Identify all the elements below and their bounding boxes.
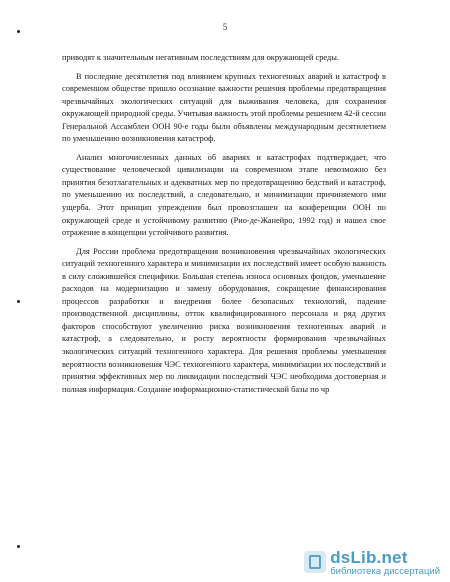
scan-mark — [17, 300, 20, 303]
paragraph: Анализ многочисленных данных об авариях и катастрофах подтверждает, что существование человеческой цивилизации на современном этапе невозможно без принятия безотлагательных и адекватных мер по предотвращению бедствий и катастроф, по уменьшению их последствий, а следовательно, и минимизации причиняемого ими ущерба. Этот принцип упреждения был провозглашен на конференции ООН по окружающей среде и устойчивому развитию (Рио-де-Жанейро, 1992 год) и нашел свое отражение в концепции устойчивого развития. — [62, 152, 386, 238]
scan-mark — [17, 545, 20, 548]
scan-mark — [17, 30, 20, 33]
watermark — [304, 549, 440, 577]
watermark-title: dsLib.net — [330, 547, 408, 567]
watermark-subtitle: библиотека диссертаций — [330, 565, 440, 577]
body-text — [62, 52, 386, 402]
watermark-text — [330, 549, 440, 577]
page-number: 5 — [222, 22, 228, 32]
paragraph: Для России проблема предотвращения возникновения чрезвычайных экологических ситуаций техногенного характера и минимизации их последствий имеет особую важность в силу сложившейся специфики. Большая степень износа основных фондов, уменьшение расходов на модернизацию и замену оборудования, сокращение финансирования процессов разработки и внедрения более безопасных технологий, падение производственной дисциплины, отток квалифицированного персонала и ряд других факторов способствуют увеличению риска возникновения техногенных аварий и катастроф, а следовательно, и росту вероятности формирования чрезвычайных экологических ситуаций техногенного характера. Для решения проблемы уменьшения вероятности возникновения ЧЭС техногенного характера, минимизации их последствий и принятия эффективных мер по ликвидации последствий ЧЭС необходима достоверная и полная информация. Создание информационно-статистической базы по чр — [62, 246, 386, 394]
paragraph: В последние десятилетия под влиянием крупных техногенных аварий и катастроф в современном обществе пришло осознание важности решения проблемы предотвращения чрезвычайных экологических ситуаций для выживания человека, для сохранения окружающей природной среды. Учитывая важность этой проблемы решением 42-й сессии Генеральной Ассамблеи ООН 90-е годы были объявлены международным десятилетием по уменьшению возникновения катастроф. — [62, 71, 386, 144]
book-icon — [304, 551, 326, 573]
paragraph: приводят к значительным негативным последствиям для окружающей среды. — [62, 53, 339, 62]
